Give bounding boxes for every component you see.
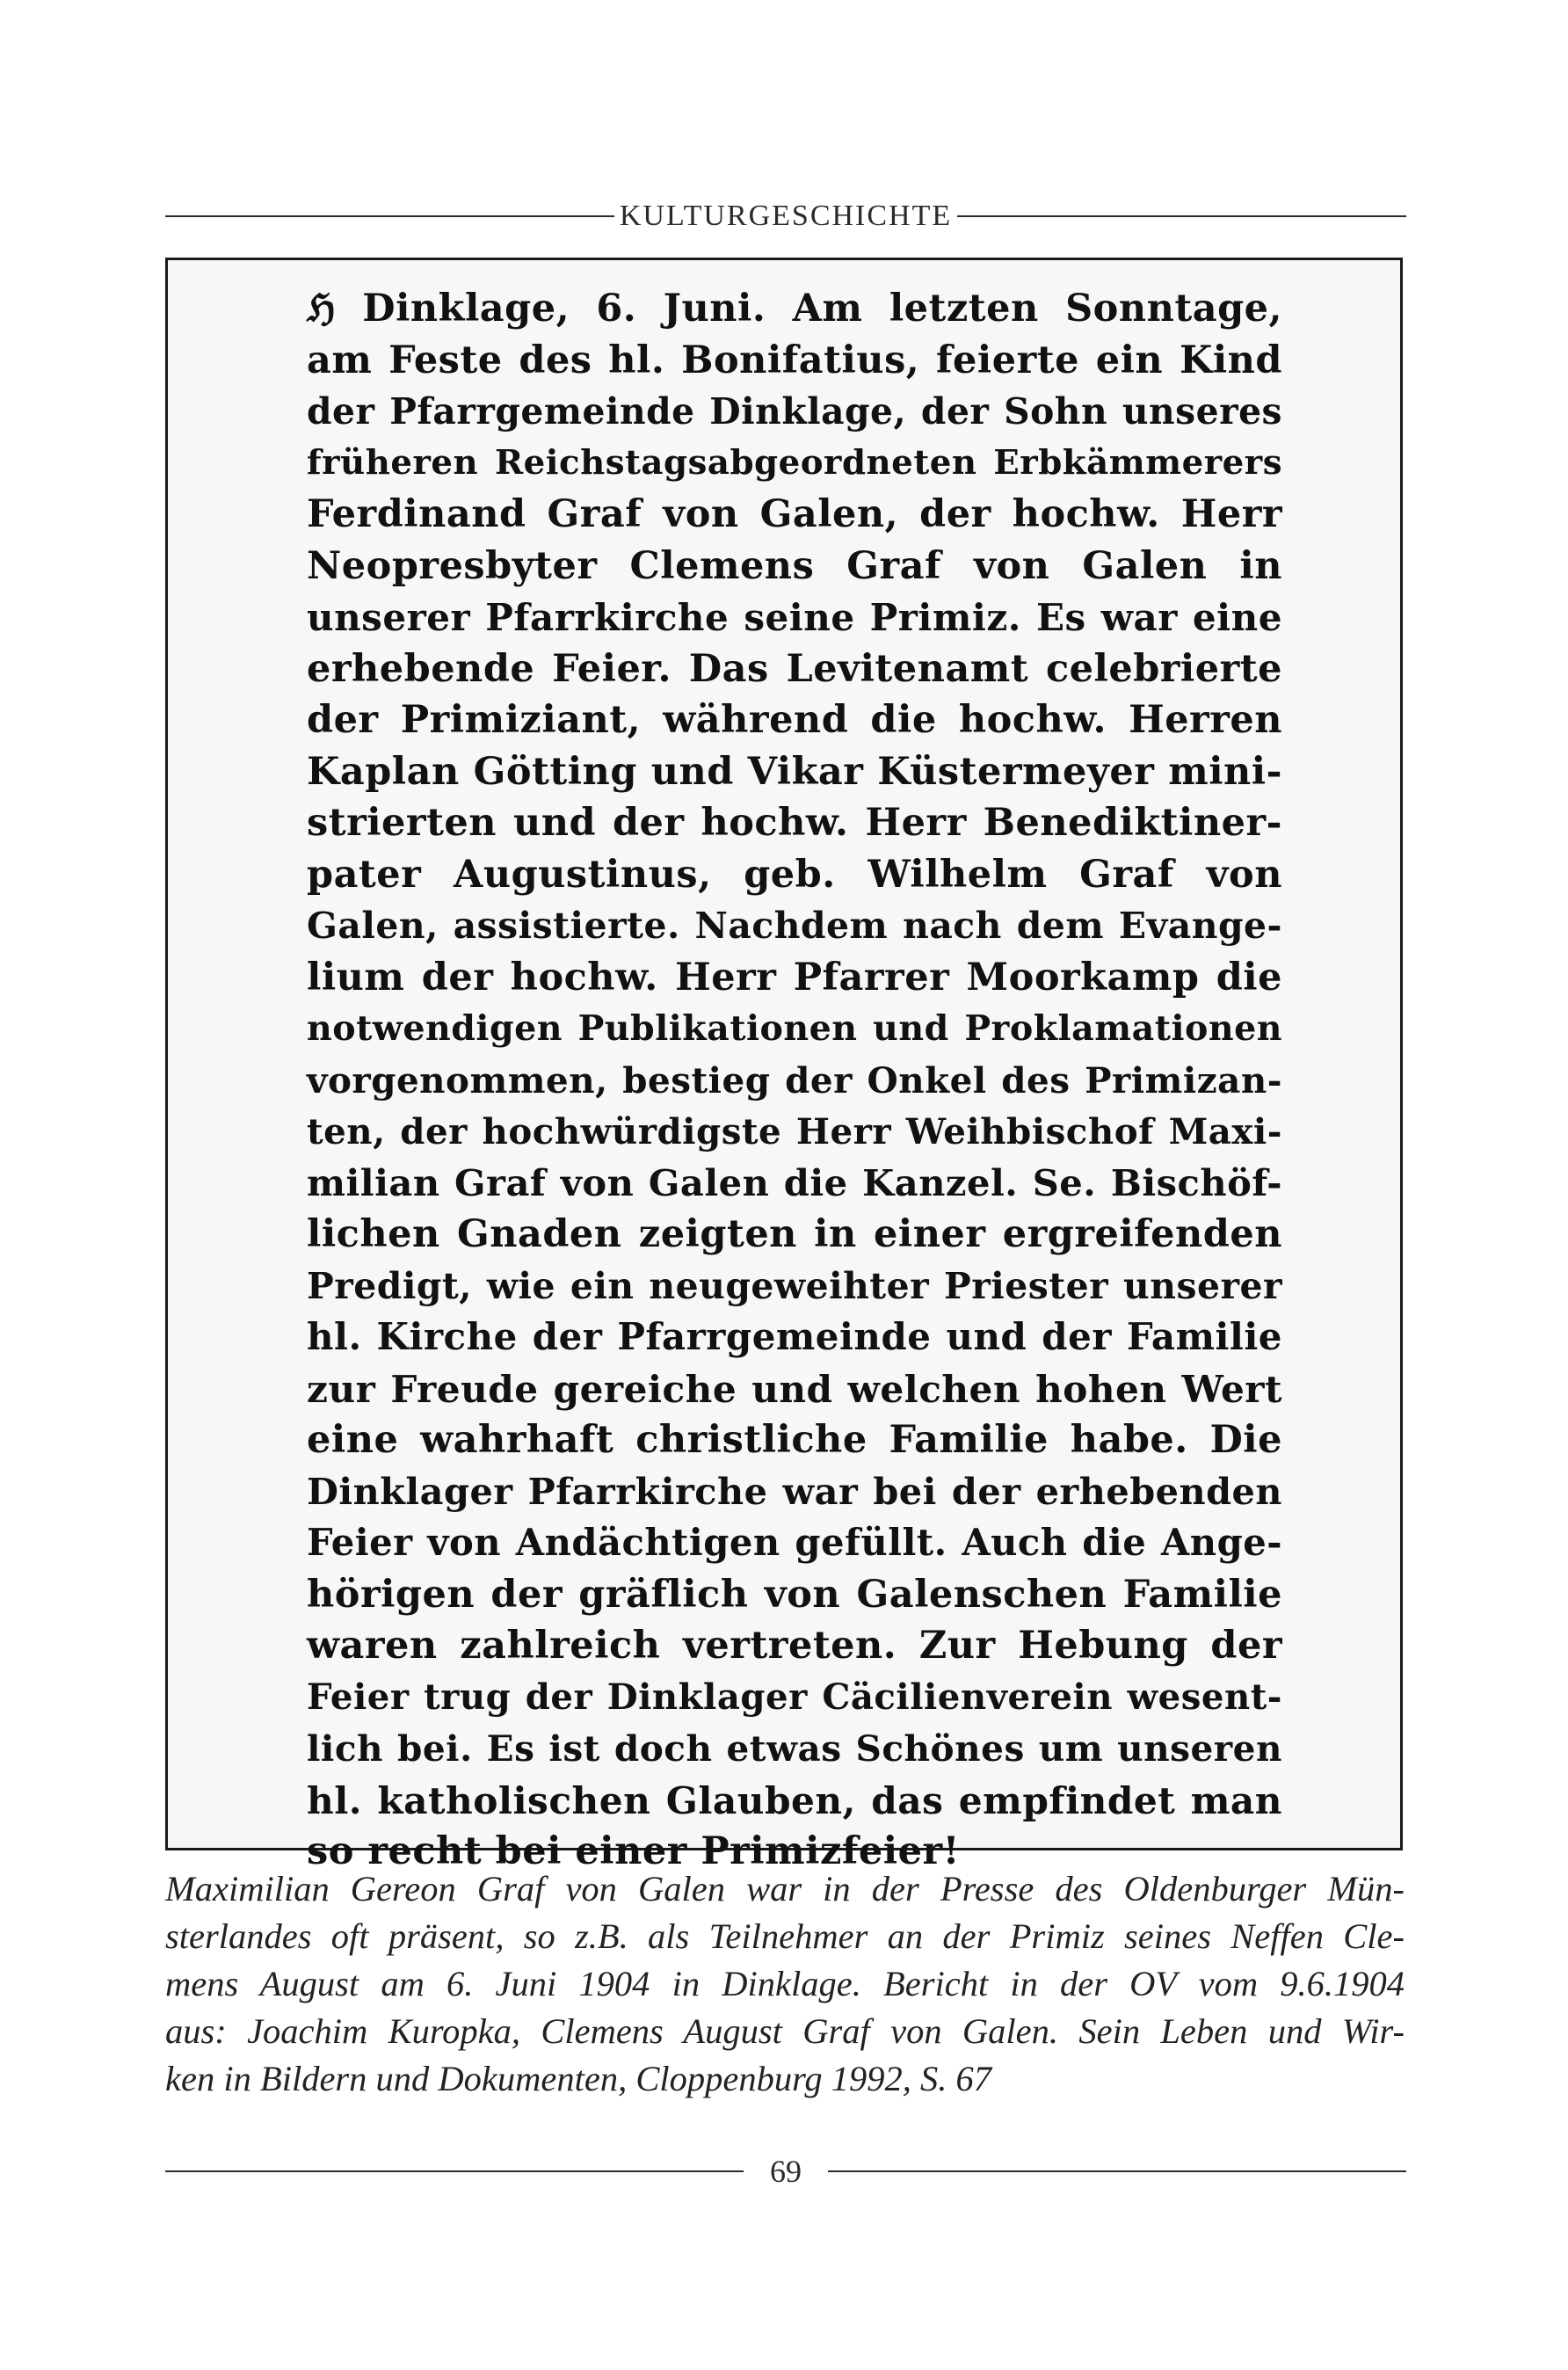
clip-line: pater Augustinus, geb. Wilhelm Graf von: [307, 852, 1282, 897]
page-number: 69: [770, 2154, 802, 2189]
cap-line: mens August am 6. Juni 1904 in Dinklage. Bericht in der OV vom 9.6.1904: [165, 1964, 1405, 2003]
clip-line: Feier von Andächtigen gefüllt. Auch die Ange-: [307, 1521, 1282, 1564]
clip-line: Ferdinand Graf von Galen, der hochw. Herr: [307, 492, 1282, 536]
clip-line: Galen, assistierte. Nachdem nach dem Evange-: [307, 905, 1282, 947]
cap-line: ken in Bildern und Dokumenten, Cloppenburg 1992, S. 67: [165, 2059, 991, 2098]
clip-line: der Primiziant, während die hochw. Herren: [307, 698, 1282, 742]
cap-line: Maximilian Gereon Graf von Galen war in der Presse des Oldenburger Mün-: [165, 1869, 1405, 1908]
clip-line: eine wahrhaft christliche Familie habe. Die: [307, 1418, 1282, 1462]
section-title: KULTURGESCHICHTE: [619, 200, 953, 232]
header-rule-left: [165, 215, 614, 217]
clip-line: Feier trug der Dinklager Cäcilienverein wesent-: [307, 1676, 1282, 1718]
clip-line: ten, der hochwürdigste Herr Weihbischof Maxi-: [307, 1110, 1282, 1152]
clip-line: Kaplan Götting und Vikar Küstermeyer mini-: [307, 749, 1282, 794]
clip-line: Predigt, wie ein neugeweihter Priester unserer: [307, 1264, 1282, 1307]
clip-line: Neopresbyter Clemens Graf von Galen in: [307, 543, 1282, 588]
clip-line: lichen Gnaden zeigten in einer ergreifenden: [307, 1212, 1282, 1256]
cap-line: sterlandes oft präsent, so z.B. als Teilnehmer an der Primiz seines Neffen Cle-: [165, 1916, 1405, 1956]
clip-line: hörigen der gräflich von Galenschen Familie: [307, 1572, 1282, 1617]
cap-line: aus: Joachim Kuropka, Clemens August Graf von Galen. Sein Leben und Wir-: [165, 2011, 1405, 2051]
footer-rule-left: [165, 2170, 744, 2172]
clip-line: lium der hochw. Herr Pfarrer Moorkamp die: [307, 955, 1282, 1000]
clip-line: waren zahlreich vertreten. Zur Hebung der: [307, 1624, 1282, 1668]
clip-line: milian Graf von Galen die Kanzel. Se. Bischöf-: [307, 1160, 1282, 1204]
clip-line: am Feste des hl. Bonifatius, feierte ein Kind: [307, 338, 1282, 382]
clip-line: zur Freude gereiche und welchen hohen Wert: [307, 1366, 1282, 1411]
clip-line: Dinklager Pfarrkirche war bei der erhebenden: [307, 1469, 1282, 1513]
clip-line: notwendigen Publikationen und Proklamationen: [307, 1008, 1282, 1049]
footer-rule-right: [828, 2170, 1406, 2172]
clip-line: der Pfarrgemeinde Dinklage, der Sohn unseres: [307, 390, 1282, 433]
newspaper-clipping: [165, 258, 1403, 1873]
clip-line: erhebende Feier. Das Levitenamt celebrierte: [307, 646, 1282, 691]
clip-line: hl. Kirche der Pfarrgemeinde und der Familie: [307, 1315, 1282, 1358]
page-footer: [165, 2145, 1406, 2198]
clip-line: hl. katholischen Glauben, das empfindet man: [307, 1778, 1282, 1822]
running-header: [165, 190, 1406, 243]
clipping-text: [307, 283, 1282, 1878]
clip-line: so recht bei einer Primizfeier!: [307, 1829, 960, 1873]
clip-line: strierten und der hochw. Herr Benediktiner-: [307, 801, 1282, 845]
clip-line: unserer Pfarrkirche seine Primiz. Es war eine: [307, 595, 1282, 639]
header-rule-right: [957, 215, 1406, 217]
clip-line: vorgenommen, bestieg der Onkel des Primizan-: [307, 1058, 1282, 1101]
figure-caption: [165, 1865, 1405, 2103]
clip-line: früheren Reichstagsabgeordneten Erbkämmerers: [307, 442, 1282, 483]
clip-line: lich bei. Es ist doch etwas Schönes um unseren: [307, 1727, 1282, 1770]
clip-line: ℌ Dinklage, 6. Juni. Am letzten Sonntage,: [307, 287, 1282, 331]
